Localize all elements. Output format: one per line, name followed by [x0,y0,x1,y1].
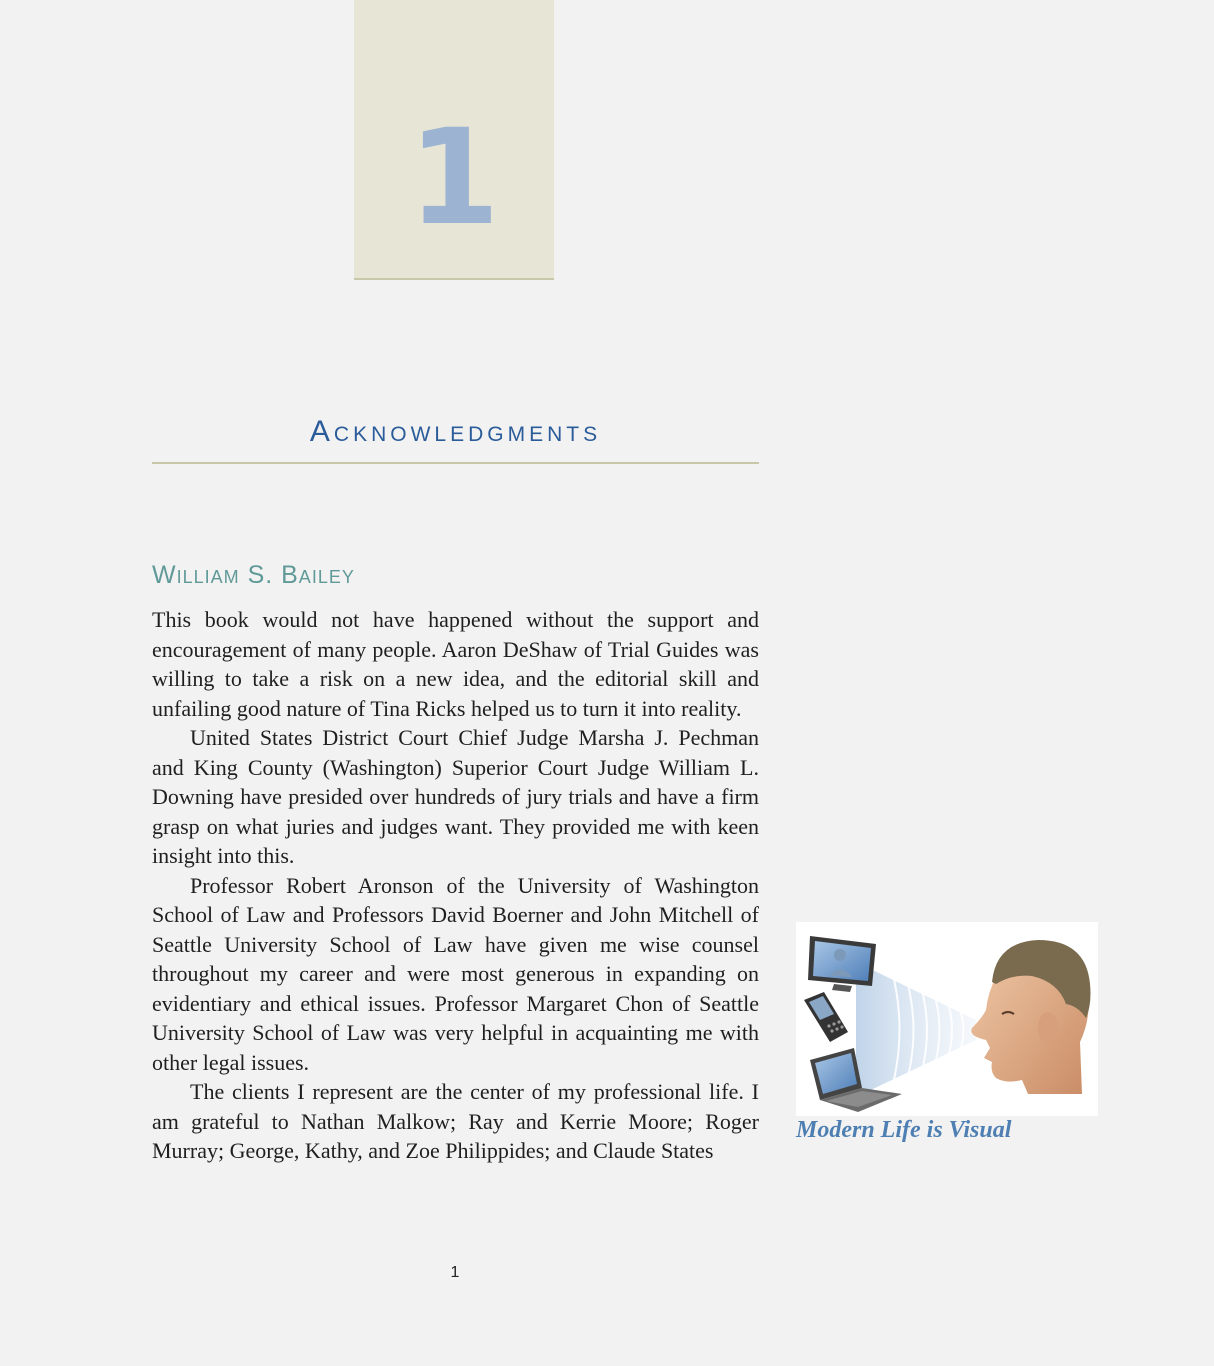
mobile-phone-icon [804,992,848,1042]
chapter-number: 1 [408,101,500,255]
television-icon [808,936,876,992]
paragraph: United States District Court Chief Judge Marsha J. Pechman and King County (Washington) Superior Court Judge William L. Downing have presided over hundreds of jury trials and have a firm grasp on what juries and judges want. They provided me with keen insight into this. [152,725,759,868]
paragraph: Professor Robert Aronson of the University of Washington School of Law and Professors David Boerner and John Mitchell of Seattle University School of Law have given me wise counsel throughout my career and were most generous in expanding on evidentiary and ethical issues. Professor Margaret Chon of Seattle University School of Law was very helpful in acquainting me with other legal issues. [152,872,759,1075]
paragraph: This book would not have happened without the support and encouragement of many people. Aaron DeShaw of Trial Guides was willing to take a risk on a new idea, and the editorial skill and unfailing good nature of Tina Ricks helped us to turn it into reality. [152,607,759,721]
body-text [152,605,759,1166]
modern-life-illustration [796,922,1098,1116]
chapter-tab [354,0,554,280]
figure-caption: Modern Life is Visual [796,1117,1012,1143]
human-head-icon [971,940,1090,1094]
author-heading: William S. Bailey [152,561,355,589]
paragraph: The clients I represent are the center of my professional life. I am grateful to Nathan Malkow; Ray and Kerrie Moore; Roger Murray; George, Kathy, and Zoe Philippides; and Claude States [152,1079,759,1163]
page-number: 1 [450,1264,460,1281]
title-divider [152,462,759,464]
section-title: Acknowledgments [309,415,602,448]
